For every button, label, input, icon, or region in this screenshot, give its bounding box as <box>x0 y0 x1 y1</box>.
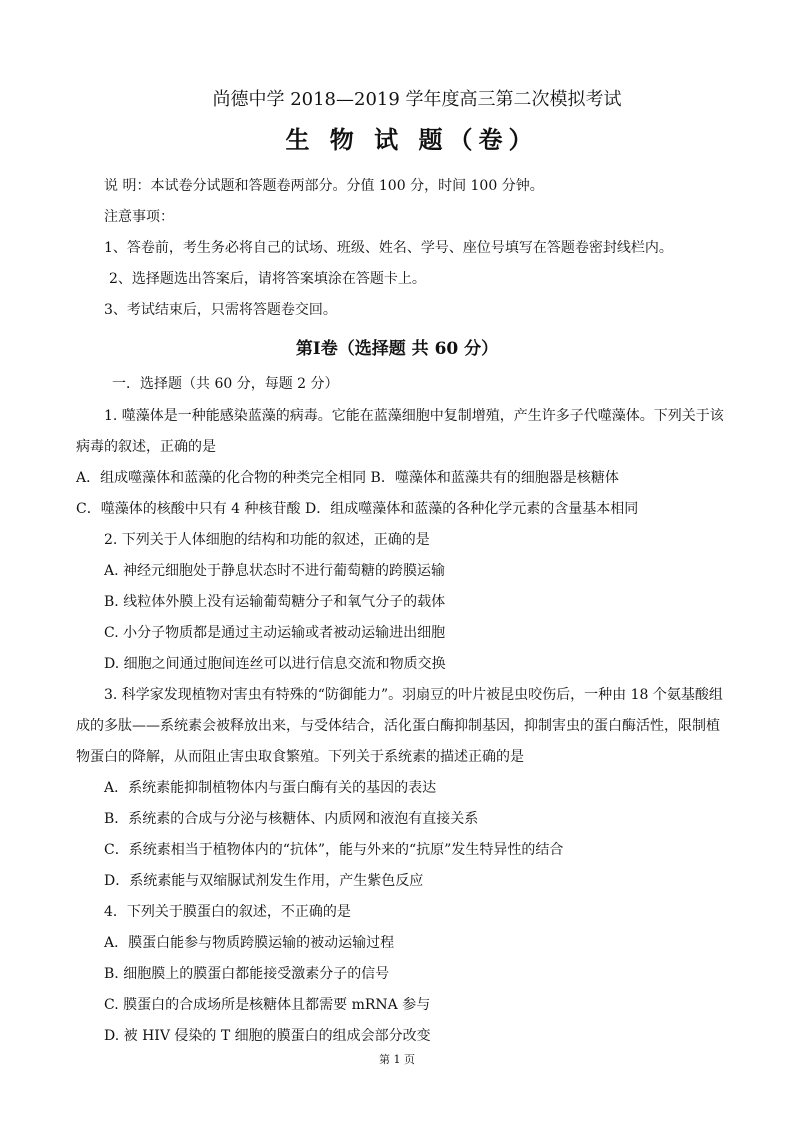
q4-option-d: D. 被 HIV 侵染的 T 细胞的膜蛋白的组成会部分改变 <box>104 1028 431 1044</box>
note-3: 3、考试结束后，只需将答题卷交回。 <box>104 302 337 318</box>
q3-stem-line-3: 物蛋白的降解，从而阻止害虫取食繁殖。下列关于系统素的描述正确的是 <box>76 749 524 765</box>
q1-stem-line-1: 1. 噬藻体是一种能感染蓝藻的病毒。它能在蓝藻细胞中复制增殖，产生许多子代噬藻体。下列关于该 <box>104 408 724 424</box>
exam-description: 说 明：本试卷分试题和答题卷两部分。分值 100 分，时间 100 分钟。 <box>104 178 544 194</box>
q2-option-d: D. 细胞之间通过胞间连丝可以进行信息交流和物质交换 <box>104 656 446 672</box>
q3-option-b: B．系统素的合成与分泌与核糖体、内质网和液泡有直接关系 <box>104 811 479 827</box>
q4-option-b: B. 细胞膜上的膜蛋白都能接受激素分子的信号 <box>104 966 390 982</box>
q2-option-a: A. 神经元细胞处于静息状态时不进行葡萄糖的跨膜运输 <box>104 563 446 579</box>
q3-option-d: D．系统素能与双缩脲试剂发生作用，产生紫色反应 <box>104 873 424 889</box>
q3-option-c: C．系统素相当于植物体内的“抗体”，能与外来的“抗原”发生特异性的结合 <box>104 842 564 858</box>
q2-stem: 2. 下列关于人体细胞的结构和功能的叙述，正确的是 <box>104 532 430 548</box>
notes-heading: 注意事项： <box>104 209 174 225</box>
q4-option-a: A．膜蛋白能参与物质跨膜运输的被动运输过程 <box>104 935 395 951</box>
note-1: 1、答卷前，考生务必将自己的试场、班级、姓名、学号、座位号填写在答题卷密封线栏内。 <box>104 240 673 256</box>
q1-options-cd: C．噬藻体的核酸中只有 4 种核苷酸 D．组成噬藻体和蓝藻的各种化学元素的含量基本相同 <box>76 501 639 517</box>
q1-stem-line-2: 病毒的叙述，正确的是 <box>76 439 216 455</box>
school-title: 尚德中学 2018—2019 学年度高三第二次模拟考试 <box>212 89 622 110</box>
q3-stem-line-2: 成的多肽——系统素会被释放出来，与受体结合，活化蛋白酶抑制基因，抑制害虫的蛋白酶活性，限制植 <box>76 718 720 734</box>
q4-stem: 4．下列关于膜蛋白的叙述，不正确的是 <box>104 904 351 920</box>
part-heading: 一．选择题（共 60 分，每题 2 分） <box>112 376 339 392</box>
note-2: 2、选择题选出答案后，请将答案填涂在答题卡上。 <box>109 271 426 287</box>
page-number: 第 1 页 <box>379 1053 415 1066</box>
q2-option-c: C. 小分子物质都是通过主动运输或者被动运输进出细胞 <box>104 625 446 641</box>
q1-options-ab: A．组成噬藻体和蓝藻的化合物的种类完全相同 B．噬藻体和蓝藻共有的细胞器是核糖体 <box>76 470 619 486</box>
q4-option-c: C. 膜蛋白的合成场所是核糖体且都需要 mRNA 参与 <box>104 997 431 1013</box>
section-title: 第Ⅰ卷（选择题 共 60 分） <box>295 339 499 359</box>
q2-option-b: B. 线粒体外膜上没有运输葡萄糖分子和氧气分子的载体 <box>104 594 446 610</box>
exam-title: 生 物 试 题（卷） <box>285 125 539 154</box>
q3-option-a: A．系统素能抑制植物体内与蛋白酶有关的基因的表达 <box>104 780 437 796</box>
q3-stem-line-1: 3. 科学家发现植物对害虫有特殊的“防御能力”。羽扇豆的叶片被昆虫咬伤后，一种由 18 个氨基酸组 <box>104 687 723 703</box>
